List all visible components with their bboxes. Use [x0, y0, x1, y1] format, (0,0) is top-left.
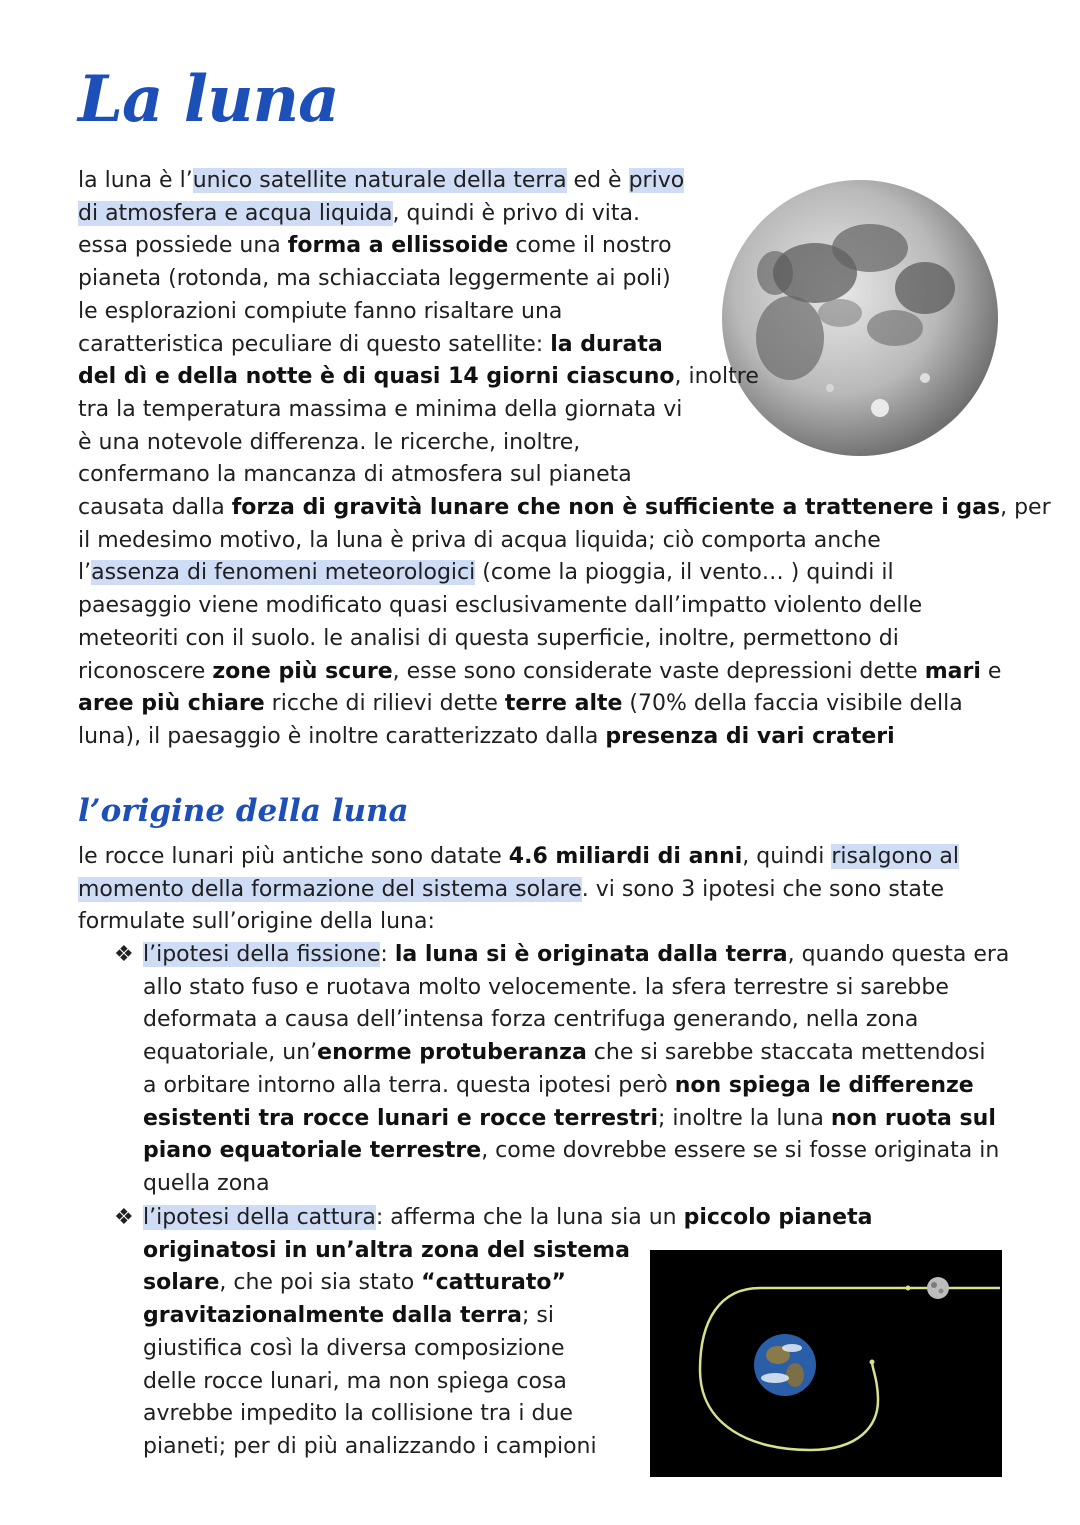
origin-paragraph [78, 841, 959, 939]
text-line: deformata a causa dell’intensa forza centrifuga generando, nella zona [143, 1007, 919, 1033]
text-line: allo stato fuso e ruotava molto velocemente. la sfera terrestre si sarebbe [143, 974, 949, 1000]
text-line: giustifica così la diversa composizione [143, 1335, 565, 1361]
text-line: di atmosfera e acqua liquida, quindi è privo di vita. [78, 200, 640, 226]
text-line: la luna è l’unico satellite naturale della terra ed è privo [78, 168, 685, 193]
text-line: solare, che poi sia stato “catturato” [143, 1270, 566, 1296]
text-line: esistenti tra rocce lunari e rocce terrestri; inoltre la luna non ruota sul [143, 1105, 996, 1131]
text-line: le esplorazioni compiute fanno risaltare una [78, 298, 563, 324]
text-line: l’assenza di fenomeni meteorologici (come la pioggia, il vento… ) quindi il [78, 560, 894, 586]
intro-paragraph [78, 165, 1051, 754]
text-line: le rocce lunari più antiche sono datate 4.6 miliardi di anni, quindi risalgono al [78, 844, 959, 869]
text-line: l’ipotesi della cattura: afferma che la luna sia un piccolo pianeta [143, 1205, 873, 1230]
text-line: a orbitare intorno alla terra. questa ipotesi però non spiega le differenze [143, 1072, 974, 1098]
text-line: luna), il paesaggio è inoltre caratterizzato dalla presenza di vari crateri [78, 723, 895, 749]
text-line: meteoriti con il suolo. le analisi di questa superficie, inoltre, permettono di [78, 625, 899, 651]
text-line: equatoriale, un’enorme protuberanza che si sarebbe staccata mettendosi [143, 1040, 986, 1066]
text-line: momento della formazione del sistema solare. vi sono 3 ipotesi che sono state [78, 876, 945, 902]
bullet-icon: ❖ [114, 942, 134, 967]
text-line: formulate sull’origine della luna: [78, 909, 435, 935]
earth-icon [754, 1334, 816, 1396]
text-line: gravitazionalmente dalla terra; si [143, 1303, 554, 1329]
text-line: pianeta (rotonda, ma schiacciata leggermente ai poli) [78, 266, 671, 292]
capture-orbit-diagram [650, 1250, 1002, 1477]
text-line: piano equatoriale terrestre, come dovrebbe essere se si fosse originata in [143, 1138, 1000, 1164]
text-line: delle rocce lunari, ma non spiega cosa [143, 1368, 567, 1394]
text-line: causata dalla forza di gravità lunare che non è sufficiente a trattenere i gas, per [78, 495, 1051, 521]
text-line: il medesimo motivo, la luna è priva di acqua liquida; ciò comporta anche [78, 527, 881, 553]
text-line: pianeti; per di più analizzando i campioni [143, 1433, 597, 1459]
origin-heading: l’origine della luna [78, 793, 409, 829]
text-line: l’ipotesi della fissione: la luna si è originata dalla terra, quando questa era [143, 942, 1010, 967]
text-line: paesaggio viene modificato quasi esclusivamente dall’impatto violento delle [78, 593, 923, 619]
text-line: originatosi in un’altra zona del sistema [143, 1237, 630, 1263]
fission-hypothesis [143, 939, 1009, 1201]
capture-diagram [650, 1250, 1002, 1477]
text-line: quella zona [143, 1170, 270, 1196]
text-line: avrebbe impedito la collisione tra i due [143, 1401, 573, 1427]
text-line: del dì e della notte è di quasi 14 giorni ciascuno, inoltre [78, 364, 759, 390]
text-line: confermano la mancanza di atmosfera sul pianeta [78, 462, 632, 488]
text-line: è una notevole differenza. le ricerche, inoltre, [78, 429, 581, 455]
moon-small-icon [927, 1277, 949, 1299]
page-title: La luna [78, 62, 339, 137]
text-line: essa possiede una forma a ellissoide come il nostro [78, 233, 672, 259]
text-line: tra la temperatura massima e minima della giornata vi [78, 396, 683, 422]
text-line: aree più chiare ricche di rilievi dette terre alte (70% della faccia visibile della [78, 691, 963, 717]
text-line: riconoscere zone più scure, esse sono considerate vaste depressioni dette mari e [78, 658, 1002, 684]
bullet-icon: ❖ [114, 1205, 134, 1230]
text-line: caratteristica peculiare di questo satellite: la durata [78, 331, 663, 357]
